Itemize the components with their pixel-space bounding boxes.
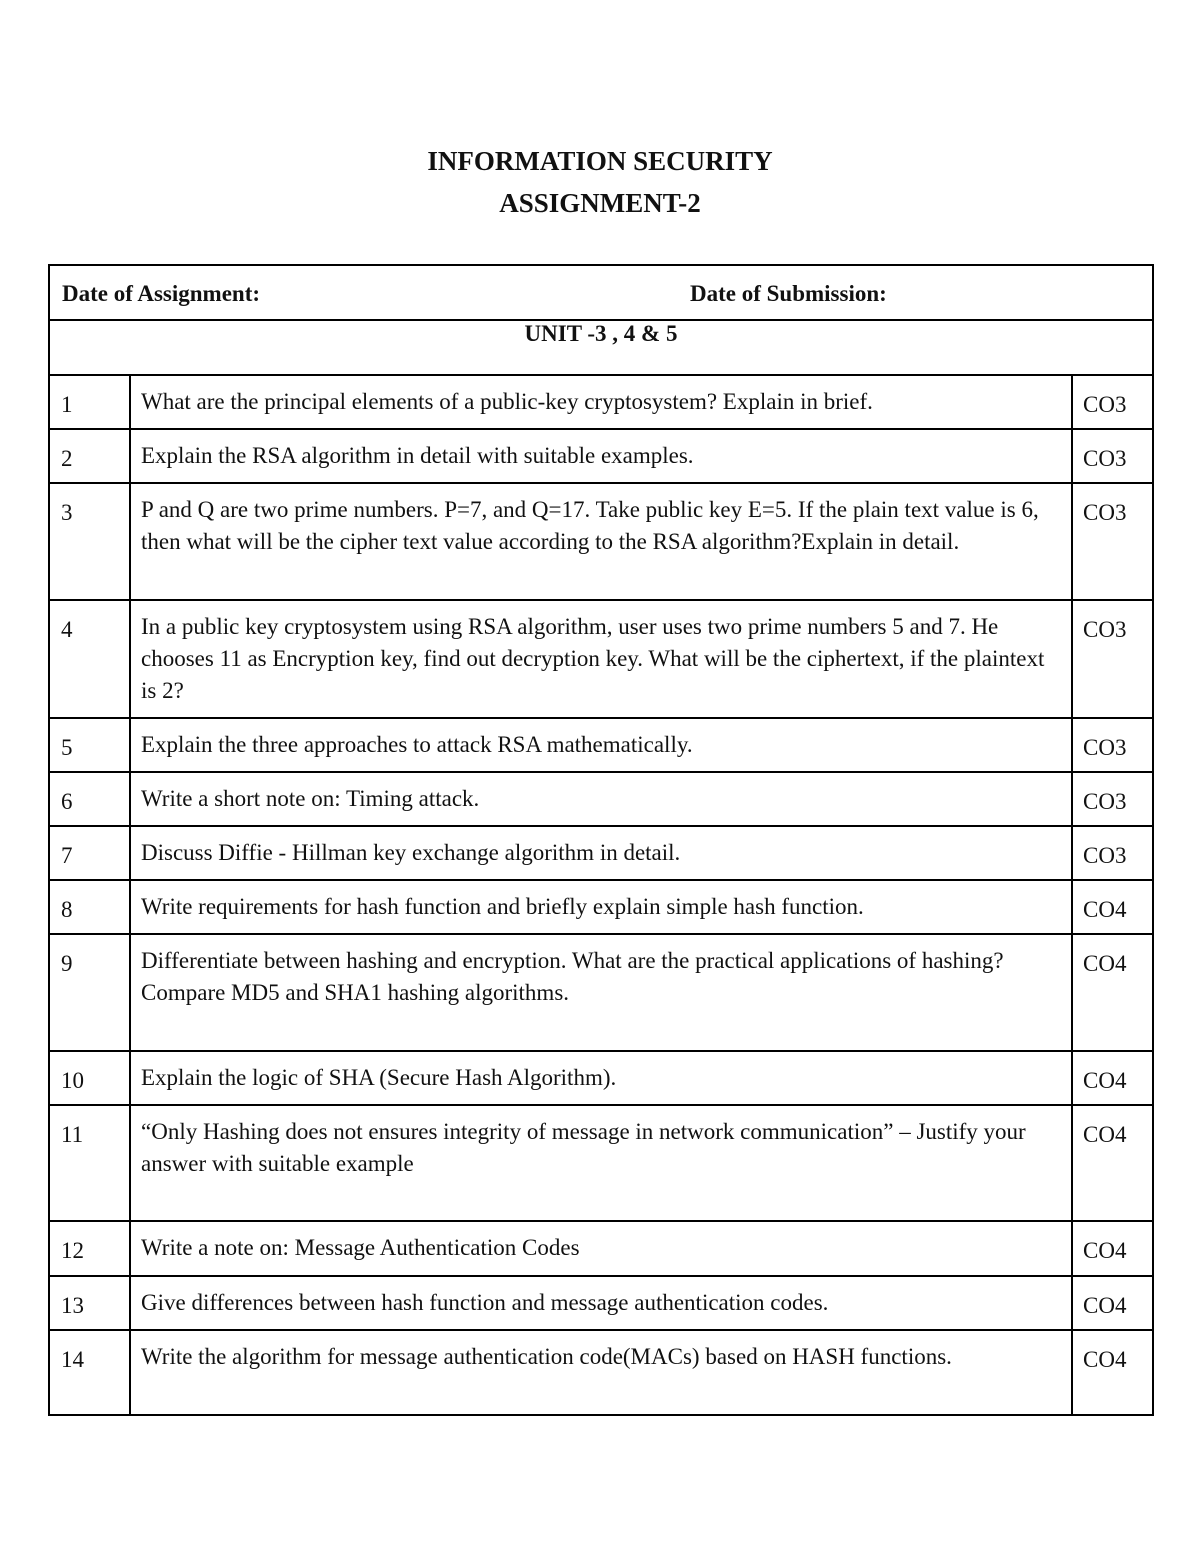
question-row (49, 1221, 1153, 1276)
course-outcome: CO4 (1072, 1221, 1153, 1276)
course-outcome: CO3 (1072, 772, 1153, 826)
question-number: 1 (49, 375, 130, 429)
question-row (49, 880, 1153, 934)
unit-row (49, 320, 1153, 375)
unit-label: UNIT -3 , 4 & 5 (49, 320, 1153, 375)
date-of-submission-label: Date of Submission: (690, 281, 887, 306)
question-number: 13 (49, 1276, 130, 1330)
question-number: 6 (49, 772, 130, 826)
course-outcome: CO4 (1072, 880, 1153, 934)
dates-cell (49, 265, 1153, 320)
question-row (49, 826, 1153, 880)
question-row (49, 1051, 1153, 1105)
question-number: 8 (49, 880, 130, 934)
course-outcome: CO3 (1072, 483, 1153, 600)
dates-row (49, 265, 1153, 320)
question-text: P and Q are two prime numbers. P=7, and Q=17. Take public key E=5. If the plain text value is 6, then what will be the cipher text value according to the RSA algorithm?Explain in detail. (130, 483, 1072, 600)
question-number: 9 (49, 934, 130, 1051)
question-text: Write requirements for hash function and briefly explain simple hash function. (130, 880, 1072, 934)
question-text: Explain the logic of SHA (Secure Hash Algorithm). (130, 1051, 1072, 1105)
question-number: 5 (49, 718, 130, 772)
course-outcome: CO3 (1072, 429, 1153, 483)
document-subtitle: ASSIGNMENT-2 (499, 188, 701, 218)
document-title: INFORMATION SECURITY (427, 146, 773, 176)
course-outcome: CO3 (1072, 718, 1153, 772)
question-number: 3 (49, 483, 130, 600)
question-row (49, 1276, 1153, 1330)
question-number: 14 (49, 1330, 130, 1415)
question-text: “Only Hashing does not ensures integrity of message in network communication” – Justify your answer with suitable example (130, 1105, 1072, 1221)
question-row (49, 483, 1153, 600)
question-row (49, 600, 1153, 718)
question-number: 10 (49, 1051, 130, 1105)
question-row (49, 1105, 1153, 1221)
course-outcome: CO4 (1072, 934, 1153, 1051)
course-outcome: CO3 (1072, 600, 1153, 718)
assignment-table (48, 264, 1154, 1416)
question-row (49, 718, 1153, 772)
question-text: Give differences between hash function and message authentication codes. (130, 1276, 1072, 1330)
course-outcome: CO4 (1072, 1051, 1153, 1105)
question-row (49, 1330, 1153, 1415)
question-number: 4 (49, 600, 130, 718)
question-text: What are the principal elements of a public-key cryptosystem? Explain in brief. (130, 375, 1072, 429)
question-text: Write the algorithm for message authentication code(MACs) based on HASH functions. (130, 1330, 1072, 1415)
course-outcome: CO4 (1072, 1276, 1153, 1330)
question-row (49, 934, 1153, 1051)
question-number: 12 (49, 1221, 130, 1276)
question-text: Write a note on: Message Authentication Codes (130, 1221, 1072, 1276)
question-row (49, 375, 1153, 429)
question-row (49, 772, 1153, 826)
question-text: In a public key cryptosystem using RSA algorithm, user uses two prime numbers 5 and 7. He chooses 11 as Encryption key, find out decryption key. What will be the ciphertext, if the plaintext is 2? (130, 600, 1072, 718)
course-outcome: CO4 (1072, 1330, 1153, 1415)
question-row (49, 429, 1153, 483)
question-text: Write a short note on: Timing attack. (130, 772, 1072, 826)
date-of-assignment-label: Date of Assignment: (62, 281, 261, 306)
question-text: Explain the RSA algorithm in detail with suitable examples. (130, 429, 1072, 483)
question-text: Explain the three approaches to attack RSA mathematically. (130, 718, 1072, 772)
question-number: 11 (49, 1105, 130, 1221)
course-outcome: CO3 (1072, 826, 1153, 880)
course-outcome: CO3 (1072, 375, 1153, 429)
question-number: 2 (49, 429, 130, 483)
question-text: Differentiate between hashing and encryption. What are the practical applications of hashing? Compare MD5 and SHA1 hashing algorithms. (130, 934, 1072, 1051)
question-number: 7 (49, 826, 130, 880)
question-text: Discuss Diffie - Hillman key exchange algorithm in detail. (130, 826, 1072, 880)
course-outcome: CO4 (1072, 1105, 1153, 1221)
